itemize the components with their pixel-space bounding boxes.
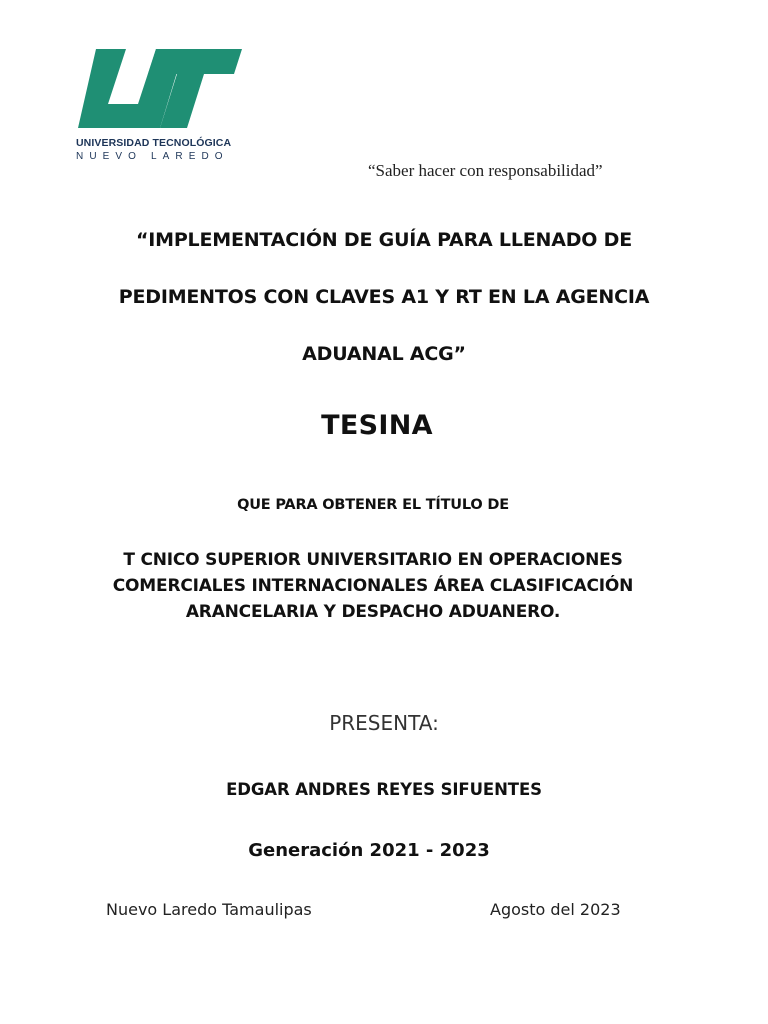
logo-city-name: NUEVO LAREDO [76, 151, 229, 162]
thesis-title-line-1: “IMPLEMENTACIÓN DE GUÍA PARA LLENADO DE [135, 229, 633, 251]
ut-logo-mark-icon [74, 46, 246, 136]
author-name: EDGAR ANDRES REYES SIFUENTES [226, 780, 542, 799]
place: Nuevo Laredo Tamaulipas [106, 900, 312, 919]
degree-line-1: T CNICO SUPERIOR UNIVERSITARIO EN OPERACIONES [123, 550, 623, 570]
motto: “Saber hacer con responsabilidad” [368, 161, 603, 180]
thesis-title-line-3: ADUANAL ACG” [302, 343, 466, 365]
obtain-title-label: QUE PARA OBTENER EL TÍTULO DE [237, 497, 509, 513]
document-type: TESINA [321, 410, 433, 441]
university-logo [74, 46, 246, 164]
date: Agosto del 2023 [490, 900, 621, 919]
logo-university-name: UNIVERSIDAD TECNOLÓGICA [76, 137, 232, 149]
presenta-label: PRESENTA: [329, 711, 439, 735]
thesis-title-line-2: PEDIMENTOS CON CLAVES A1 Y RT EN LA AGENCIA [118, 286, 650, 308]
degree-line-3: ARANCELARIA Y DESPACHO ADUANERO. [185, 602, 561, 622]
degree-line-2: COMERCIALES INTERNACIONALES ÁREA CLASIFICACIÓN [112, 576, 634, 596]
generation: Generación 2021 - 2023 [248, 840, 490, 861]
